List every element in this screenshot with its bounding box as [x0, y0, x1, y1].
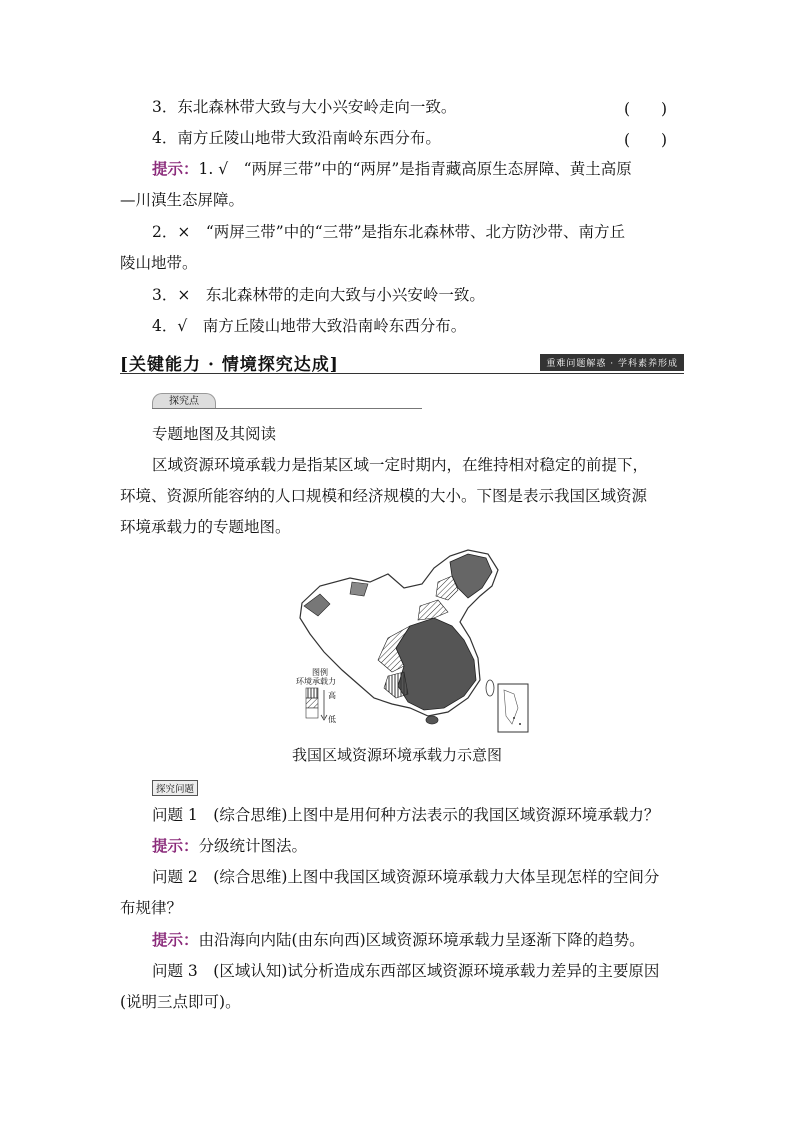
- explore-point-tab: 探究点: [152, 393, 216, 408]
- china-carrying-capacity-map: [292, 548, 532, 738]
- hint-2-line-1: 2．× “两屏三带”中的“三带”是指东北森林带、北方防沙带、南方丘: [152, 223, 626, 241]
- legend-high: 高: [328, 691, 336, 700]
- answer-2-text: 由沿海向内陆(由东向西)区域资源环境承载力呈逐渐下降的趋势。: [198, 931, 645, 949]
- hint-1-text: 1. √ “两屏三带”中的“两屏”是指青藏高原生态屏障、黄土高原: [198, 160, 632, 178]
- legend-title: 图例: [312, 668, 328, 677]
- hint-label: 提示：: [152, 159, 199, 178]
- legend-bar-bottom: [306, 708, 318, 718]
- topic-paragraph-line-2: 环境、资源所能容纳的人口规模和经济规模的大小。下图是表示我国区域资源: [120, 487, 648, 505]
- question-3-line-1: 问题 3 (区域认知)试分析造成东西部区域资源环境承载力差异的主要原因: [152, 962, 660, 980]
- answer-blank-4[interactable]: ( ): [624, 131, 668, 149]
- question-2-line-1: 问题 2 (综合思维)上图中我国区域资源环境承载力大体呈现怎样的空间分: [152, 868, 660, 886]
- answer-1-text: 分级统计图法。: [198, 837, 308, 855]
- hint-1-line-1: [152, 159, 632, 179]
- hint-1-line-2: —川滇生态屏障。: [120, 191, 245, 209]
- topic-paragraph-line-3: 环境承载力的专题地图。: [120, 518, 291, 536]
- question-3-line-2: (说明三点即可)。: [120, 993, 241, 1011]
- explore-point-bar: [152, 393, 422, 409]
- section-divider: [120, 373, 684, 374]
- topic-paragraph-line-1: 区域资源环境承载力是指某区域一定时期内，在维持相对稳定的前提下，: [152, 456, 649, 474]
- hint-4: 4．√ 南方丘陵山地带大致沿南岭东西分布。: [152, 317, 467, 335]
- item-4: 4．南方丘陵山地带大致沿南岭东西分布。: [152, 129, 441, 147]
- answer-2: [152, 930, 645, 950]
- map-caption: 我国区域资源环境承载力示意图: [291, 746, 502, 764]
- topic-heading: 专题地图及其阅读: [152, 425, 277, 443]
- section-header: [120, 350, 684, 374]
- explore-questions-label: 探究问题: [152, 780, 198, 796]
- explore-point-rule: [152, 408, 422, 409]
- taiwan: [486, 680, 494, 696]
- legend-subtitle: 环境承载力: [296, 677, 336, 686]
- hint-2-line-2: 陵山地带。: [120, 254, 198, 272]
- answer-1: [152, 836, 307, 856]
- south-china-sea-inset: [498, 684, 528, 732]
- question-2-line-2: 布规律？: [120, 899, 183, 917]
- item-3: 3．东北森林带大致与大小兴安岭走向一致。: [152, 98, 457, 116]
- legend-bar-top: [306, 688, 318, 698]
- section-title: [关键能力 · 情境探究达成]: [120, 355, 339, 375]
- hainan: [426, 716, 438, 724]
- legend-low: 低: [328, 715, 336, 724]
- hint-label: 提示：: [152, 930, 199, 949]
- question-1: 问题 1 (综合思维)上图中是用何种方法表示的我国区域资源环境承载力？: [152, 806, 660, 824]
- legend-bar-mid: [306, 698, 318, 708]
- hint-3: 3．× 东北森林带的走向大致与小兴安岭一致。: [152, 286, 485, 304]
- section-tag: 重难问题解惑 · 学科素养形成: [540, 354, 684, 371]
- hint-label: 提示：: [152, 836, 199, 855]
- answer-blank-3[interactable]: ( ): [624, 100, 668, 118]
